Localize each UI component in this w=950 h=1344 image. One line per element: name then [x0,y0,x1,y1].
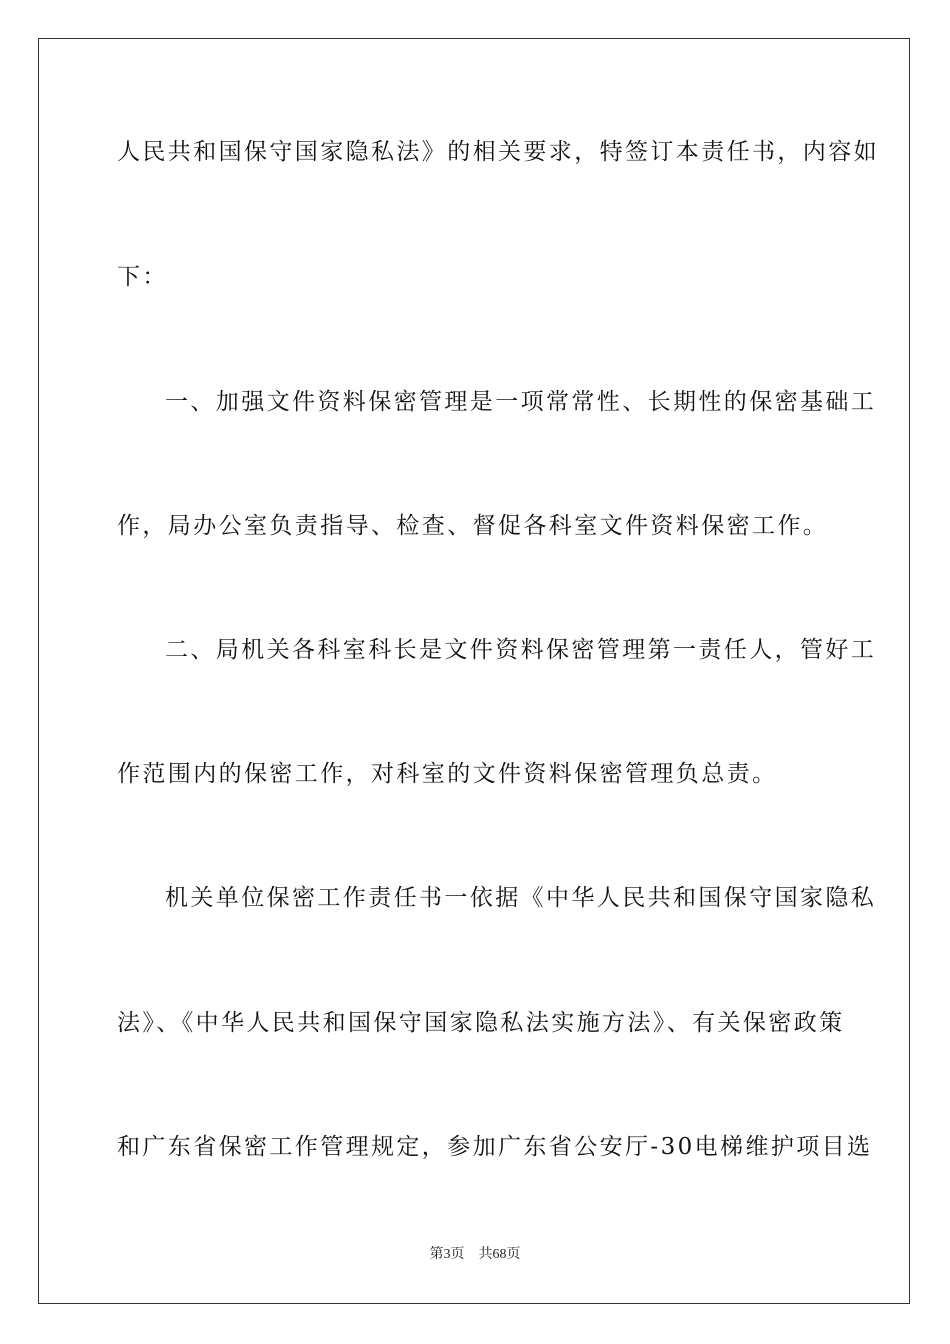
paragraph-3-line-1: 机关单位保密工作责任书一依据《中华人民共和国保守国家隐私 [165,885,877,911]
paragraph-1-line-2: 作，局办公室负责指导、检查、督促各科室文件资料保密工作。 [117,513,829,539]
page-footer [0,1246,950,1264]
paragraph-2-line-2: 作范围内的保密工作，对科室的文件资料保密管理负总责。 [117,761,778,787]
paragraph-3-line-2: 法》、《中华人民共和国保守国家隐私法实施方法》、有关保密政策 [117,1010,845,1036]
page-total: 共68页 [478,1247,521,1262]
paragraph-3-line-3: 和广东省保密工作管理规定，参加广东省公安厅-30电梯维护项目选 [117,1134,873,1160]
body-line-2: 下： [117,264,168,290]
paragraph-2-line-1: 二、局机关各科室科长是文件资料保密管理第一责任人，管好工 [165,637,877,663]
body-line-1: 人民共和国保守国家隐私法》的相关要求，特签订本责任书，内容如 [117,139,879,165]
paragraph-1-line-1: 一、加强文件资料保密管理是一项常常性、长期性的保密基础工 [165,389,877,415]
page-number: 第3页 [429,1247,465,1262]
page-border [38,38,910,1304]
